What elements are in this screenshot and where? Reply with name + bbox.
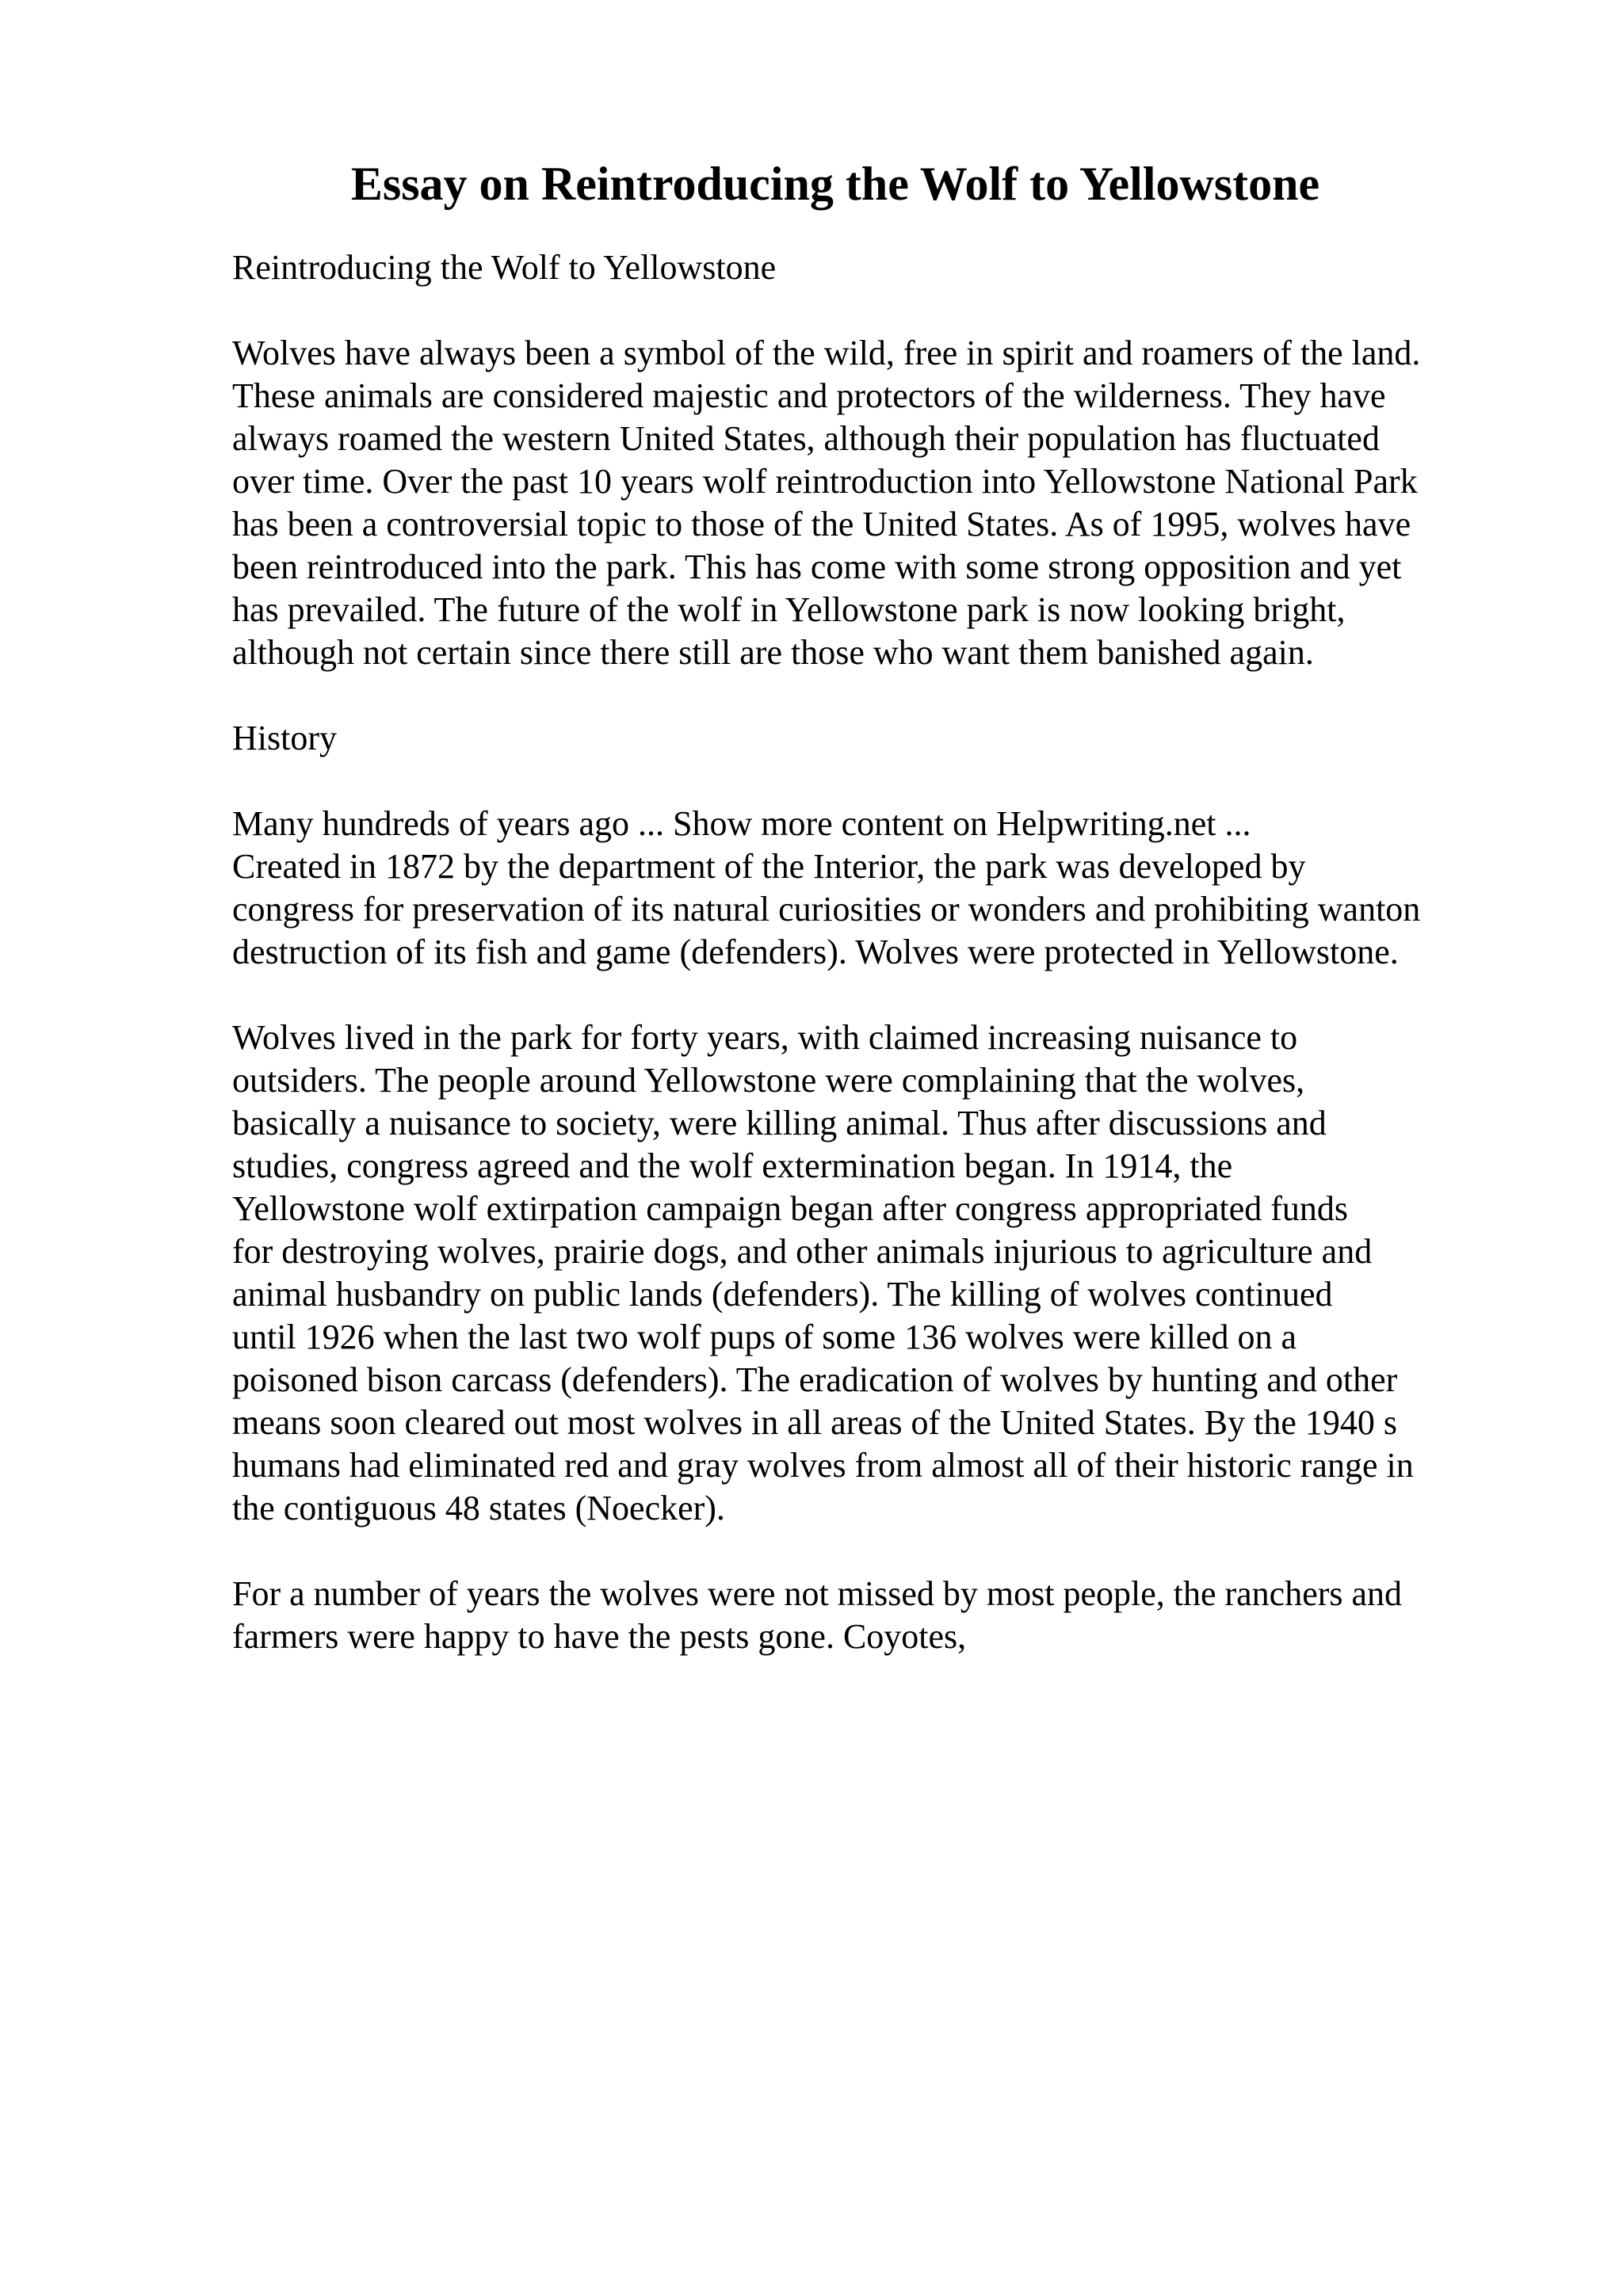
- paragraph-spacer: [232, 760, 1595, 803]
- paragraph-intro: [232, 332, 1595, 674]
- essay-body: [232, 246, 1595, 1658]
- paragraph-spacer: [232, 1530, 1595, 1573]
- paragraph-line: over time. Over the past 10 years wolf reintroduction into Yellowstone National Park: [232, 462, 1418, 501]
- paragraph-spacer: [232, 289, 1595, 332]
- paragraph-line: destruction of its fish and game (defenders). Wolves were protected in Yellowstone.: [232, 933, 1399, 971]
- paragraph-line: Many hundreds of years ago ... Show more content on Helpwriting.net ...: [232, 804, 1251, 843]
- paragraph-line: means soon cleared out most wolves in all areas of the United States. By the 1940 s: [232, 1403, 1398, 1442]
- paragraph-aftermath: [232, 1573, 1595, 1658]
- paragraph-line: has prevailed. The future of the wolf in Yellowstone park is now looking bright,: [232, 590, 1346, 629]
- paragraph-line: has been a controversial topic to those of the United States. As of 1995, wolves have: [232, 505, 1411, 543]
- paragraph-line: poisoned bison carcass (defenders). The eradication of wolves by hunting and other: [232, 1360, 1398, 1399]
- paragraph-line: humans had eliminated red and gray wolves from almost all of their historic range in: [232, 1446, 1414, 1485]
- paragraph-line: outsiders. The people around Yellowstone were complaining that the wolves,: [232, 1061, 1305, 1100]
- paragraph-spacer: [232, 674, 1595, 717]
- paragraph-line: Wolves lived in the park for forty years, with claimed increasing nuisance to: [232, 1018, 1298, 1057]
- section-heading-history: History: [232, 719, 337, 757]
- paragraph-extermination: [232, 1016, 1595, 1530]
- paragraph-line: although not certain since there still are those who want them banished again.: [232, 633, 1314, 672]
- paragraph-line: animal husbandry on public lands (defenders). The killing of wolves continued: [232, 1275, 1333, 1314]
- paragraph-line: These animals are considered majestic and protectors of the wilderness. They have: [232, 376, 1386, 415]
- paragraph-spacer: [232, 974, 1595, 1016]
- paragraph-line: always roamed the western United States, although their population has fluctuated: [232, 419, 1380, 458]
- paragraph-line: the contiguous 48 states (Noecker).: [232, 1489, 725, 1527]
- paragraph-line: for destroying wolves, prairie dogs, and other animals injurious to agriculture and: [232, 1232, 1373, 1271]
- paragraph-line: basically a nuisance to society, were killing animal. Thus after discussions and: [232, 1104, 1327, 1142]
- paragraph-line: Yellowstone wolf extirpation campaign began after congress appropriated funds: [232, 1189, 1349, 1228]
- paragraph-line: Wolves have always been a symbol of the wild, free in spirit and roamers of the land.: [232, 334, 1421, 372]
- paragraph-line: For a number of years the wolves were not missed by most people, the ranchers and: [232, 1574, 1403, 1613]
- paragraph-history-intro: [232, 803, 1595, 974]
- paragraph-line: congress for preservation of its natural curiosities or wonders and prohibiting wanton: [232, 890, 1421, 929]
- paragraph-line: farmers were happy to have the pests gone. Coyotes,: [232, 1617, 967, 1656]
- essay-title: Essay on Reintroducing the Wolf to Yellowstone: [350, 158, 1320, 210]
- paragraph-line: studies, congress agreed and the wolf extermination began. In 1914, the: [232, 1146, 1233, 1185]
- paragraph-line: Created in 1872 by the department of the Interior, the park was developed by: [232, 847, 1306, 886]
- paragraph-line: until 1926 when the last two wolf pups of some 136 wolves were killed on a: [232, 1318, 1297, 1356]
- essay-subtitle: Reintroducing the Wolf to Yellowstone: [232, 248, 777, 287]
- paragraph-line: been reintroduced into the park. This has come with some strong opposition and yet: [232, 547, 1402, 586]
